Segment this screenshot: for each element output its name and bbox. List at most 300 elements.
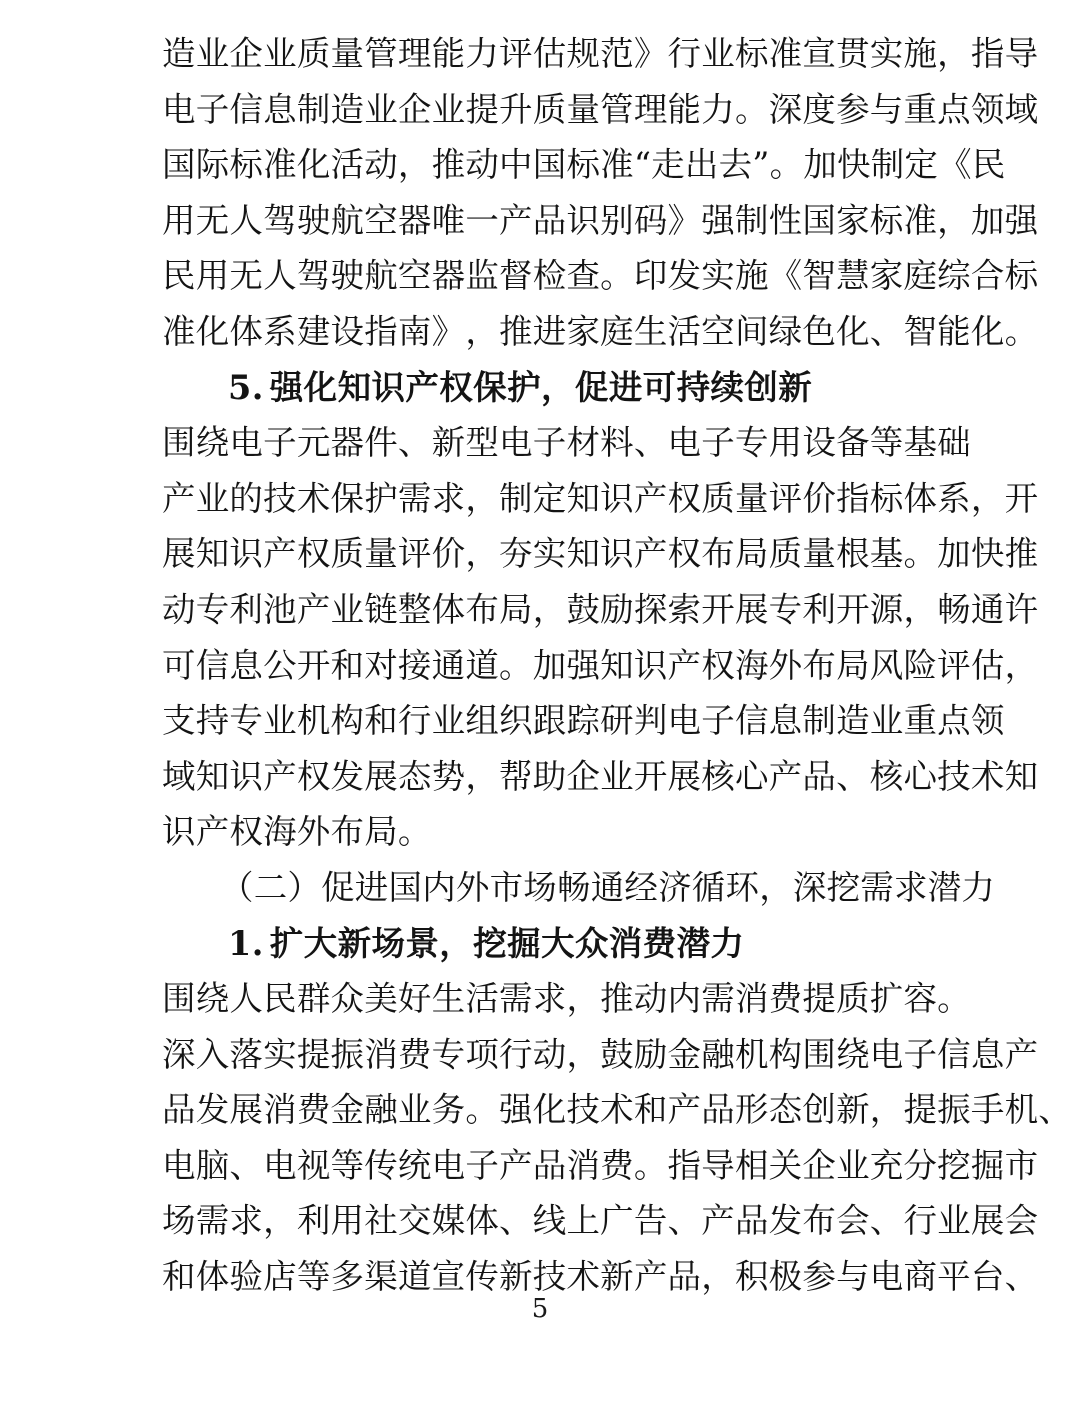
- paragraph-line: [162, 582, 1039, 638]
- glyph: 权: [667, 478, 702, 518]
- glyph: 扩: [869, 979, 904, 1019]
- glyph: 形: [734, 1090, 769, 1130]
- glyph: 评: [937, 645, 971, 685]
- glyph: 体: [903, 478, 938, 518]
- glyph: 绿: [768, 311, 803, 351]
- glyph: 众: [330, 979, 365, 1019]
- glyph: 码: [633, 200, 668, 240]
- glyph: 融: [701, 1034, 735, 1074]
- glyph: 造: [162, 34, 196, 73]
- glyph: 跟: [532, 701, 567, 741]
- glyph: 标: [869, 200, 904, 240]
- glyph: 息: [229, 645, 264, 685]
- glyph: 、: [499, 1201, 533, 1241]
- glyph: 业: [701, 34, 735, 73]
- glyph: 一: [465, 200, 500, 240]
- glyph: 发: [195, 1090, 230, 1130]
- glyph: 权: [667, 534, 702, 574]
- paragraph-line: [162, 693, 1005, 749]
- glyph: 展: [162, 534, 196, 574]
- glyph: 新: [431, 423, 466, 463]
- glyph: 民: [971, 145, 1006, 185]
- glyph: 和: [633, 1090, 668, 1130]
- glyph: 导: [701, 1145, 735, 1185]
- glyph: 品: [802, 756, 837, 796]
- paragraph-line: [162, 82, 1039, 138]
- glyph: 走: [651, 145, 685, 185]
- glyph: 术: [600, 1090, 634, 1130]
- glyph: 评: [768, 478, 803, 518]
- glyph: 需: [397, 478, 432, 518]
- paragraph-line: [162, 1138, 1039, 1194]
- glyph: 围: [802, 1034, 837, 1074]
- glyph: 新: [499, 1257, 533, 1297]
- glyph: 统: [397, 1145, 432, 1185]
- glyph: 定: [904, 145, 939, 185]
- glyph: 产: [667, 645, 702, 685]
- section-heading-text: 强化知识产权保护，促进可持续创新: [269, 367, 813, 407]
- glyph: 质: [532, 89, 567, 129]
- glyph: 展: [667, 756, 702, 796]
- paragraph-line: [162, 248, 1039, 304]
- glyph: 强: [566, 645, 601, 685]
- glyph: 识: [600, 478, 634, 518]
- glyph: 鼓: [600, 1034, 634, 1074]
- glyph: 相: [734, 1145, 769, 1185]
- glyph: 业: [397, 1090, 432, 1130]
- glyph: 权: [296, 534, 331, 574]
- glyph: 道: [397, 1257, 432, 1297]
- glyph: 知: [1004, 756, 1039, 796]
- glyph: 业: [431, 89, 466, 129]
- glyph: ，: [937, 200, 971, 240]
- glyph: 标: [1004, 256, 1039, 296]
- paragraph-line: [162, 26, 1039, 82]
- glyph: 围: [162, 979, 196, 1019]
- glyph: 布: [701, 534, 735, 574]
- paragraph-line: [162, 415, 971, 471]
- glyph: 唯: [431, 200, 466, 240]
- paragraph-line: [162, 137, 1006, 193]
- glyph: 知: [600, 645, 634, 685]
- glyph: 等: [869, 423, 904, 463]
- glyph: 标: [566, 145, 601, 185]
- glyph: 对: [364, 645, 398, 685]
- glyph: 线: [532, 1201, 567, 1241]
- glyph: 积: [734, 1257, 769, 1297]
- glyph: 传: [364, 1145, 398, 1185]
- glyph: 专: [431, 1034, 466, 1074]
- glyph: 链: [364, 589, 398, 629]
- glyph: 活: [465, 979, 500, 1019]
- glyph: 电: [431, 1145, 466, 1185]
- glyph: 产: [263, 756, 297, 796]
- glyph: 研: [600, 701, 634, 741]
- glyph: 快: [970, 534, 1005, 574]
- glyph: 帮: [499, 756, 533, 796]
- glyph: 和: [162, 1257, 196, 1297]
- glyph: 体: [465, 1201, 500, 1241]
- glyph: 点: [937, 89, 971, 129]
- glyph: 心: [903, 756, 938, 796]
- glyph: 检: [532, 256, 567, 296]
- glyph: 势: [431, 756, 466, 796]
- glyph: 消: [566, 1145, 601, 1185]
- glyph: 产: [633, 1257, 668, 1297]
- glyph: 。: [937, 979, 971, 1019]
- glyph: 电: [667, 701, 702, 741]
- glyph: 材: [566, 423, 601, 463]
- glyph: 国: [532, 145, 567, 185]
- glyph: 化: [970, 311, 1005, 351]
- glyph: 航: [330, 200, 365, 240]
- glyph: 振: [937, 1090, 971, 1130]
- glyph: 构: [330, 701, 365, 741]
- glyph: 术: [296, 478, 331, 518]
- glyph: 备: [836, 423, 870, 463]
- glyph: 踪: [566, 701, 601, 741]
- glyph: 业: [869, 701, 904, 741]
- paragraph-line: [162, 749, 1039, 805]
- paragraph-line: [162, 638, 1039, 694]
- glyph: 振: [330, 1034, 365, 1074]
- glyph: 金: [667, 1034, 702, 1074]
- glyph: 强: [499, 1090, 533, 1130]
- glyph: 等: [296, 1257, 331, 1297]
- glyph: 求: [431, 478, 466, 518]
- glyph: 等: [330, 1145, 365, 1185]
- glyph: 提: [296, 1034, 331, 1074]
- glyph: 指: [364, 311, 398, 351]
- glyph: 庭: [903, 256, 938, 296]
- glyph: 色: [802, 311, 837, 351]
- glyph: 知: [566, 478, 601, 518]
- glyph: 准: [600, 145, 634, 185]
- glyph: 机: [734, 1034, 769, 1074]
- glyph: ，: [701, 1257, 735, 1297]
- glyph: 信: [734, 701, 769, 741]
- glyph: 开: [633, 756, 668, 796]
- glyph: ，: [869, 1090, 904, 1130]
- glyph: 的: [229, 478, 264, 518]
- section-heading-number: 5.: [228, 367, 264, 407]
- glyph: 器: [397, 200, 432, 240]
- glyph: 智: [802, 256, 837, 296]
- glyph: 监: [465, 256, 500, 296]
- glyph: 产: [162, 478, 196, 518]
- subsection-heading-text: （二）促进国内外市场畅通经济循环，深挖需求潜力: [220, 867, 996, 907]
- paragraph-line: [162, 1082, 1072, 1138]
- glyph: 技: [937, 756, 971, 796]
- glyph: 电: [263, 1145, 297, 1185]
- glyph: 深: [162, 1034, 196, 1074]
- glyph: 实: [532, 534, 567, 574]
- glyph: 根: [836, 534, 870, 574]
- glyph: 。: [769, 145, 804, 185]
- glyph: 息: [263, 89, 297, 129]
- glyph: 消: [734, 979, 769, 1019]
- glyph: 美: [364, 979, 398, 1019]
- glyph: 驶: [296, 200, 331, 240]
- glyph: 制: [499, 478, 533, 518]
- glyph: 和: [330, 645, 365, 685]
- glyph: 开: [296, 645, 331, 685]
- glyph: 家: [836, 200, 870, 240]
- glyph: 消: [364, 1034, 398, 1074]
- glyph: 料: [600, 423, 634, 463]
- glyph: 提: [802, 979, 837, 1019]
- glyph: 《: [938, 145, 972, 185]
- glyph: 强: [1004, 200, 1039, 240]
- glyph: 准: [263, 145, 297, 185]
- glyph: 求: [229, 1201, 264, 1241]
- glyph: 化: [836, 311, 870, 351]
- glyph: 人: [229, 200, 264, 240]
- glyph: 准: [903, 200, 938, 240]
- glyph: 机: [1004, 1090, 1039, 1130]
- glyph: 业: [600, 756, 634, 796]
- glyph: 持: [195, 701, 230, 741]
- glyph: 接: [397, 645, 432, 685]
- glyph: 、: [229, 1145, 264, 1185]
- glyph: 实: [869, 34, 904, 73]
- glyph: 设: [330, 311, 365, 351]
- glyph: 。: [633, 1145, 668, 1185]
- glyph: 核: [869, 756, 904, 796]
- glyph: 印: [633, 256, 668, 296]
- glyph: 助: [532, 756, 567, 796]
- glyph: 创: [802, 1090, 837, 1130]
- glyph: 权: [701, 645, 735, 685]
- glyph: 推: [431, 145, 466, 185]
- glyph: 动: [364, 145, 398, 185]
- glyph: 态: [768, 1090, 803, 1130]
- glyph: 识: [600, 534, 634, 574]
- glyph: 提: [465, 89, 500, 129]
- glyph: 息: [768, 701, 803, 741]
- glyph: 绕: [836, 1034, 870, 1074]
- glyph: 性: [768, 200, 803, 240]
- glyph: 理: [397, 34, 432, 73]
- glyph: 量: [566, 89, 601, 129]
- glyph: 外: [768, 645, 803, 685]
- glyph: 信: [937, 1034, 971, 1074]
- glyph: 企: [566, 756, 601, 796]
- glyph: 空: [397, 256, 432, 296]
- glyph: 电: [667, 423, 702, 463]
- glyph: 多: [330, 1257, 365, 1297]
- glyph: 产: [499, 200, 533, 240]
- glyph: 利: [296, 1201, 331, 1241]
- glyph: 许: [1004, 589, 1039, 629]
- glyph: 护: [364, 478, 398, 518]
- glyph: 重: [903, 89, 938, 129]
- glyph: ，: [903, 589, 938, 629]
- glyph: 定: [532, 478, 567, 518]
- glyph: 产: [633, 478, 668, 518]
- glyph: 人: [263, 256, 297, 296]
- glyph: 施: [903, 34, 938, 73]
- glyph: 产: [667, 1090, 702, 1130]
- paragraph-line: [162, 1193, 1039, 1249]
- glyph: 好: [397, 979, 432, 1019]
- glyph: 保: [330, 478, 365, 518]
- glyph: 强: [701, 200, 735, 240]
- glyph: 驶: [330, 256, 365, 296]
- glyph: 息: [970, 1034, 1005, 1074]
- glyph: 实: [701, 256, 735, 296]
- glyph: 基: [869, 534, 904, 574]
- glyph: 基: [903, 423, 938, 463]
- glyph: 化: [296, 145, 331, 185]
- glyph: 别: [600, 200, 634, 240]
- glyph: 化: [532, 1090, 567, 1130]
- glyph: 体: [195, 1257, 230, 1297]
- glyph: 子: [701, 701, 735, 741]
- glyph: 力: [465, 34, 500, 73]
- glyph: 准: [768, 34, 803, 73]
- glyph: 挖: [937, 1145, 971, 1185]
- glyph: 能: [431, 34, 466, 73]
- glyph: 信: [229, 89, 264, 129]
- glyph: 力: [701, 89, 735, 129]
- glyph: 产: [499, 1145, 533, 1185]
- glyph: 理: [633, 89, 668, 129]
- paragraph-line: [162, 471, 1039, 527]
- glyph: 业: [330, 589, 365, 629]
- glyph: 交: [397, 1201, 432, 1241]
- glyph: 费: [600, 1145, 634, 1185]
- glyph: 极: [768, 1257, 803, 1297]
- glyph: 、: [869, 311, 904, 351]
- glyph: 量: [364, 534, 398, 574]
- glyph: 推: [499, 311, 533, 351]
- paragraph-line: [162, 526, 1039, 582]
- glyph: 空: [701, 311, 735, 351]
- glyph: 需: [499, 979, 533, 1019]
- glyph: ，: [566, 1034, 601, 1074]
- glyph: 量: [330, 34, 365, 73]
- glyph: 度: [802, 89, 837, 129]
- glyph: 电: [869, 1257, 904, 1297]
- glyph: 知: [195, 534, 230, 574]
- glyph: 专: [768, 589, 803, 629]
- glyph: 务: [431, 1090, 466, 1130]
- glyph: 估: [970, 645, 1005, 685]
- glyph: 利: [802, 589, 837, 629]
- glyph: 业: [195, 34, 230, 73]
- glyph: ，: [465, 478, 500, 518]
- glyph: 局: [499, 589, 533, 629]
- glyph: 、: [1038, 1090, 1072, 1130]
- glyph: ，: [566, 979, 601, 1019]
- glyph: 制: [296, 89, 331, 129]
- glyph: 术: [566, 1257, 601, 1297]
- glyph: 构: [768, 1034, 803, 1074]
- glyph: 际: [195, 145, 230, 185]
- glyph: 点: [937, 701, 971, 741]
- glyph: 活: [330, 145, 365, 185]
- glyph: 指: [970, 34, 1005, 73]
- glyph: 动: [532, 1034, 567, 1074]
- glyph: 贯: [836, 34, 870, 73]
- glyph: 店: [263, 1257, 297, 1297]
- glyph: 。: [903, 534, 938, 574]
- glyph: 业: [937, 1201, 971, 1241]
- glyph: 宣: [431, 1257, 466, 1297]
- glyph: 发: [330, 756, 365, 796]
- glyph: 心: [734, 756, 769, 796]
- glyph: 领: [970, 701, 1005, 741]
- glyph: 技: [263, 478, 297, 518]
- glyph: 会: [836, 1201, 870, 1241]
- glyph: 平: [937, 1257, 971, 1297]
- glyph: 充: [869, 1145, 904, 1185]
- glyph: 生: [431, 979, 466, 1019]
- glyph: 手: [970, 1090, 1005, 1130]
- glyph: 企: [802, 1145, 837, 1185]
- glyph: 民: [162, 256, 196, 296]
- glyph: 与: [836, 1257, 870, 1297]
- glyph: 价: [431, 534, 466, 574]
- glyph: 加: [970, 200, 1005, 240]
- glyph: ，: [465, 311, 500, 351]
- glyph: 入: [195, 1034, 230, 1074]
- glyph: 、: [1004, 1257, 1039, 1297]
- glyph: ”: [752, 145, 770, 185]
- glyph: 新: [836, 1090, 870, 1130]
- glyph: 动: [465, 145, 500, 185]
- glyph: 开: [836, 589, 870, 629]
- glyph: ，: [263, 1201, 297, 1241]
- glyph: 、: [869, 1201, 904, 1241]
- glyph: 视: [296, 1145, 331, 1185]
- glyph: 容: [903, 979, 938, 1019]
- glyph: 内: [667, 979, 702, 1019]
- glyph: 质: [296, 34, 331, 73]
- glyph: 子: [903, 1034, 938, 1074]
- glyph: 驾: [296, 256, 331, 296]
- glyph: 综: [937, 256, 971, 296]
- glyph: 业: [836, 1145, 870, 1185]
- glyph: 量: [802, 534, 837, 574]
- glyph: 励: [600, 589, 634, 629]
- glyph: 态: [397, 756, 432, 796]
- glyph: 电: [162, 1145, 196, 1185]
- glyph: 参: [802, 1257, 837, 1297]
- glyph: 标: [734, 34, 769, 73]
- paragraph-line-text: 识产权海外布局。: [162, 812, 432, 852]
- glyph: 发: [768, 1201, 803, 1241]
- glyph: 无: [229, 256, 264, 296]
- glyph: 识: [633, 645, 668, 685]
- glyph: 支: [162, 701, 196, 741]
- glyph: 发: [667, 256, 702, 296]
- glyph: 指: [667, 1145, 702, 1185]
- glyph: 品: [667, 1257, 702, 1297]
- glyph: 技: [532, 1257, 567, 1297]
- glyph: 化: [195, 311, 230, 351]
- glyph: 绕: [195, 979, 230, 1019]
- glyph: 进: [532, 311, 567, 351]
- glyph: 开: [701, 589, 735, 629]
- glyph: 绕: [195, 423, 230, 463]
- glyph: 估: [532, 34, 567, 73]
- glyph: 规: [566, 34, 601, 73]
- glyph: 广: [600, 1201, 634, 1241]
- glyph: 金: [330, 1090, 365, 1130]
- glyph: 》: [667, 200, 702, 240]
